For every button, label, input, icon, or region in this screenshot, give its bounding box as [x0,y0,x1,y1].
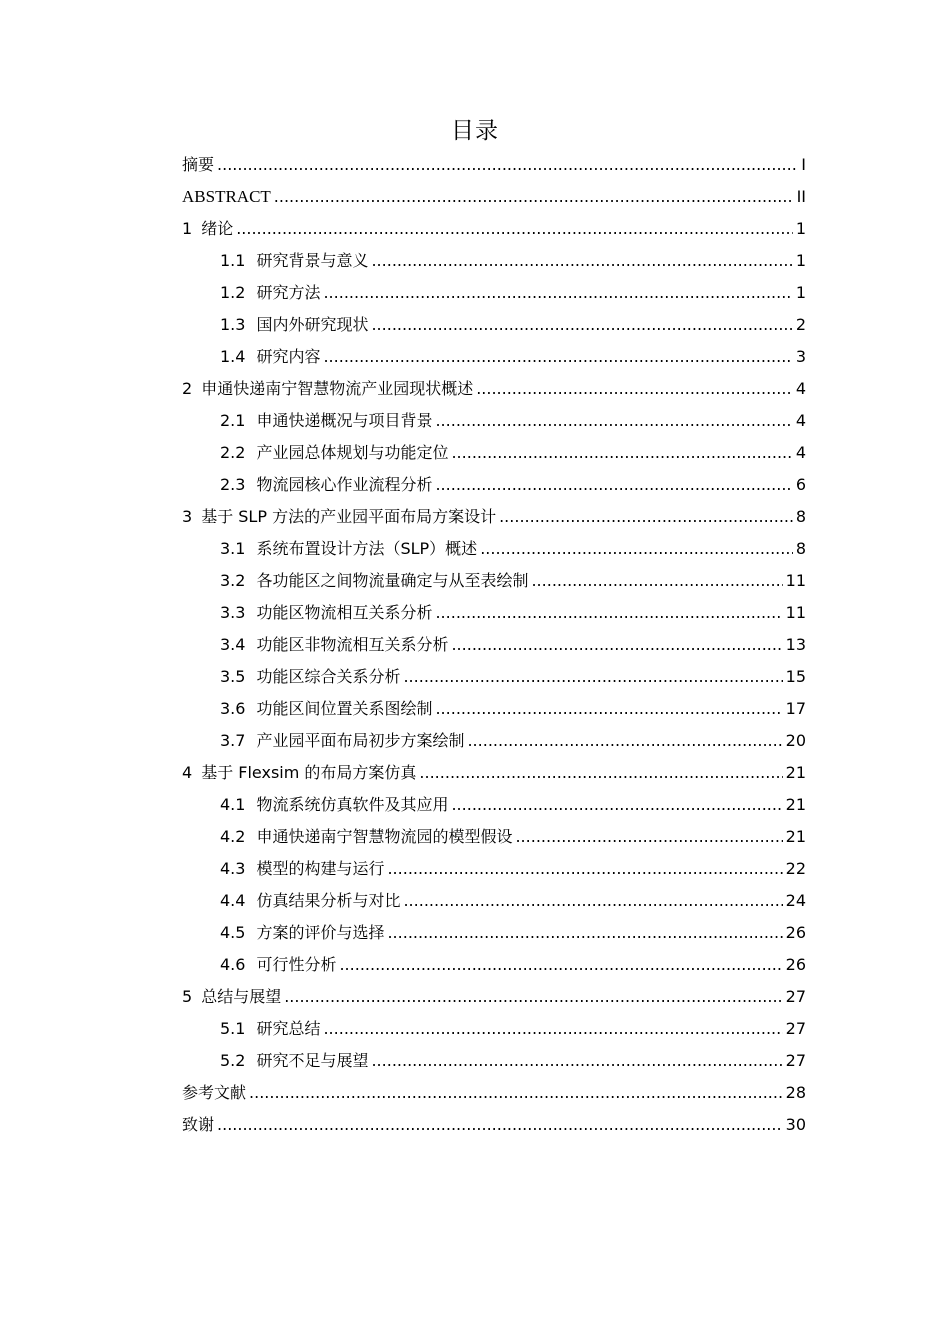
toc-entry-number: 3 [182,507,193,526]
toc-entry[interactable] [182,149,806,181]
dot-leader [323,1013,782,1045]
dot-leader [451,437,792,469]
dot-leader [403,661,782,693]
toc-entry-number: 2 [182,379,193,398]
toc-entry-title: 研究方法 [256,283,321,302]
dot-leader [274,181,794,213]
toc-entry[interactable] [182,885,806,917]
toc-entry[interactable] [182,981,806,1013]
toc-entry-page-number: 6 [795,475,806,494]
toc-entry-number: 3.6 [220,699,246,718]
toc-entry-page-number: 27 [785,1019,806,1038]
toc-entry-title: 物流系统仿真软件及其应用 [256,795,449,814]
toc-entry-page-number: 4 [795,379,806,398]
toc-entry[interactable] [182,597,806,629]
toc-entry-page-number: 1 [795,283,806,302]
toc-entry-number: 1 [182,219,193,238]
dot-leader [435,693,782,725]
dot-leader [339,949,782,981]
toc-entry-page-number: 1 [795,251,806,270]
toc-entry[interactable] [182,565,806,597]
toc-entry-page-number: 8 [795,507,806,526]
toc-entry-title: 研究不足与展望 [256,1051,369,1070]
toc-entry-number: 4.1 [220,795,246,814]
dot-leader [419,757,782,789]
toc-title: 目录 [451,118,499,144]
dot-leader [371,245,792,277]
toc-entry-page-number: 2 [795,315,806,334]
toc-entry[interactable] [182,629,806,661]
toc-entry[interactable] [182,533,806,565]
toc-entry-number: 2.3 [220,475,246,494]
dot-leader [371,1045,782,1077]
toc-entry-title: ABSTRACT [182,187,271,206]
toc-entry[interactable] [182,789,806,821]
toc-entry[interactable] [182,501,806,533]
dot-leader [451,629,782,661]
dot-leader [451,789,782,821]
dot-leader [435,597,782,629]
toc-entry-title: 研究总结 [256,1019,321,1038]
dot-leader [217,149,798,181]
toc-entry-page-number: 3 [795,347,806,366]
toc-entry-number: 2.2 [220,443,246,462]
toc-entry-title: 模型的构建与运行 [256,859,385,878]
toc-entry[interactable] [182,1013,806,1045]
toc-entry-number: 4.6 [220,955,246,974]
dot-leader [323,341,792,373]
toc-entry-page-number: 24 [785,891,806,910]
toc-entry-title: 方案的评价与选择 [256,923,385,942]
toc-entry-number: 3.3 [220,603,246,622]
dot-leader [515,821,782,853]
toc-entry-title: 参考文献 [182,1083,247,1102]
toc-entry-title: 总结与展望 [201,987,282,1006]
toc-entry-title: 研究内容 [256,347,321,366]
toc-entry-title: 研究背景与意义 [256,251,369,270]
toc-entry[interactable] [182,437,806,469]
toc-entry[interactable] [182,693,806,725]
dot-leader [435,405,792,437]
toc-entry-page-number: 26 [785,923,806,942]
toc-entry[interactable] [182,853,806,885]
toc-entry-title: 基于 SLP 方法的产业园平面布局方案设计 [201,507,497,526]
toc-entry-page-number: 11 [785,603,806,622]
toc-entry-number: 4.3 [220,859,246,878]
toc-entry-page-number: 15 [785,667,806,686]
toc-entry[interactable] [182,277,806,309]
toc-entry[interactable] [182,469,806,501]
toc-entry-number: 4.5 [220,923,246,942]
toc-entry-title: 绪论 [201,219,234,238]
toc-entry-title: 仿真结果分析与对比 [256,891,401,910]
toc-entry-page-number: 8 [795,539,806,558]
dot-leader [435,469,792,501]
dot-leader [480,533,793,565]
toc-entry-title: 系统布置设计方法（SLP）概述 [256,539,478,558]
dot-leader [284,981,782,1013]
dot-leader [217,1109,783,1141]
toc-entry[interactable] [182,213,806,245]
dot-leader [499,501,793,533]
toc-entry-page-number: 1 [795,219,806,238]
toc-entry-page-number: I [801,155,806,174]
toc-entry-title: 各功能区之间物流量确定与从至表绘制 [256,571,529,590]
toc-entry-number: 3.1 [220,539,246,558]
dot-leader [236,213,793,245]
toc-entry-page-number: 30 [785,1115,806,1134]
toc-entry-page-number: 27 [785,987,806,1006]
dot-leader [387,853,782,885]
toc-entry[interactable] [182,1045,806,1077]
toc-entry-title: 功能区间位置关系图绘制 [256,699,433,718]
dot-leader [403,885,782,917]
toc-entry-title: 国内外研究现状 [256,315,369,334]
toc-entry-page-number: 17 [785,699,806,718]
toc-entry-title: 功能区综合关系分析 [256,667,401,686]
toc-entry-page-number: II [796,187,806,206]
toc-list [182,149,806,1141]
toc-entry-title: 申通快递南宁智慧物流产业园现状概述 [201,379,474,398]
toc-entry-number: 2.1 [220,411,246,430]
toc-entry[interactable] [182,725,806,757]
toc-entry-title: 致谢 [182,1115,215,1134]
toc-entry-title: 物流园核心作业流程分析 [256,475,433,494]
dot-leader [467,725,782,757]
toc-entry-number: 3.2 [220,571,246,590]
toc-entry-page-number: 21 [785,827,806,846]
toc-entry-page-number: 27 [785,1051,806,1070]
toc-entry-page-number: 22 [785,859,806,878]
toc-entry-title: 功能区物流相互关系分析 [256,603,433,622]
toc-entry-number: 4.2 [220,827,246,846]
toc-entry-number: 4.4 [220,891,246,910]
toc-entry-title: 功能区非物流相互关系分析 [256,635,449,654]
toc-entry[interactable] [182,181,806,213]
toc-entry[interactable] [182,373,806,405]
dot-leader [249,1077,783,1109]
toc-entry[interactable] [182,309,806,341]
toc-entry-number: 3.7 [220,731,246,750]
toc-entry[interactable] [182,1077,806,1109]
toc-entry-title: 基于 Flexsim 的布局方案仿真 [201,763,417,782]
toc-entry-number: 5.2 [220,1051,246,1070]
toc-entry-number: 1.3 [220,315,246,334]
dot-leader [387,917,782,949]
toc-entry-title: 产业园平面布局初步方案绘制 [256,731,465,750]
toc-entry-page-number: 21 [785,763,806,782]
toc-entry[interactable] [182,405,806,437]
toc-entry-number: 5.1 [220,1019,246,1038]
dot-leader [531,565,782,597]
toc-entry-number: 5 [182,987,193,1006]
toc-entry-page-number: 21 [785,795,806,814]
toc-entry-number: 4 [182,763,193,782]
toc-entry-title: 产业园总体规划与功能定位 [256,443,449,462]
toc-entry[interactable] [182,949,806,981]
dot-leader [371,309,792,341]
dot-leader [323,277,792,309]
toc-entry-number: 1.1 [220,251,246,270]
toc-entry-page-number: 13 [785,635,806,654]
toc-entry-title: 申通快递南宁智慧物流园的模型假设 [256,827,513,846]
toc-entry-number: 3.5 [220,667,246,686]
toc-entry[interactable] [182,341,806,373]
toc-entry-page-number: 4 [795,443,806,462]
toc-entry-page-number: 20 [785,731,806,750]
toc-entry-title: 申通快递概况与项目背景 [256,411,433,430]
toc-entry-title: 可行性分析 [256,955,337,974]
toc-entry[interactable] [182,1109,806,1141]
toc-entry[interactable] [182,245,806,277]
dot-leader [476,373,793,405]
toc-entry-number: 3.4 [220,635,246,654]
toc-entry[interactable] [182,661,806,693]
toc-entry-number: 1.4 [220,347,246,366]
toc-entry-page-number: 11 [785,571,806,590]
toc-entry-page-number: 4 [795,411,806,430]
toc-entry-number: 1.2 [220,283,246,302]
toc-entry-page-number: 28 [785,1083,806,1102]
toc-entry-title: 摘要 [182,155,215,174]
toc-entry[interactable] [182,757,806,789]
toc-entry-page-number: 26 [785,955,806,974]
toc-entry[interactable] [182,821,806,853]
toc-entry[interactable] [182,917,806,949]
